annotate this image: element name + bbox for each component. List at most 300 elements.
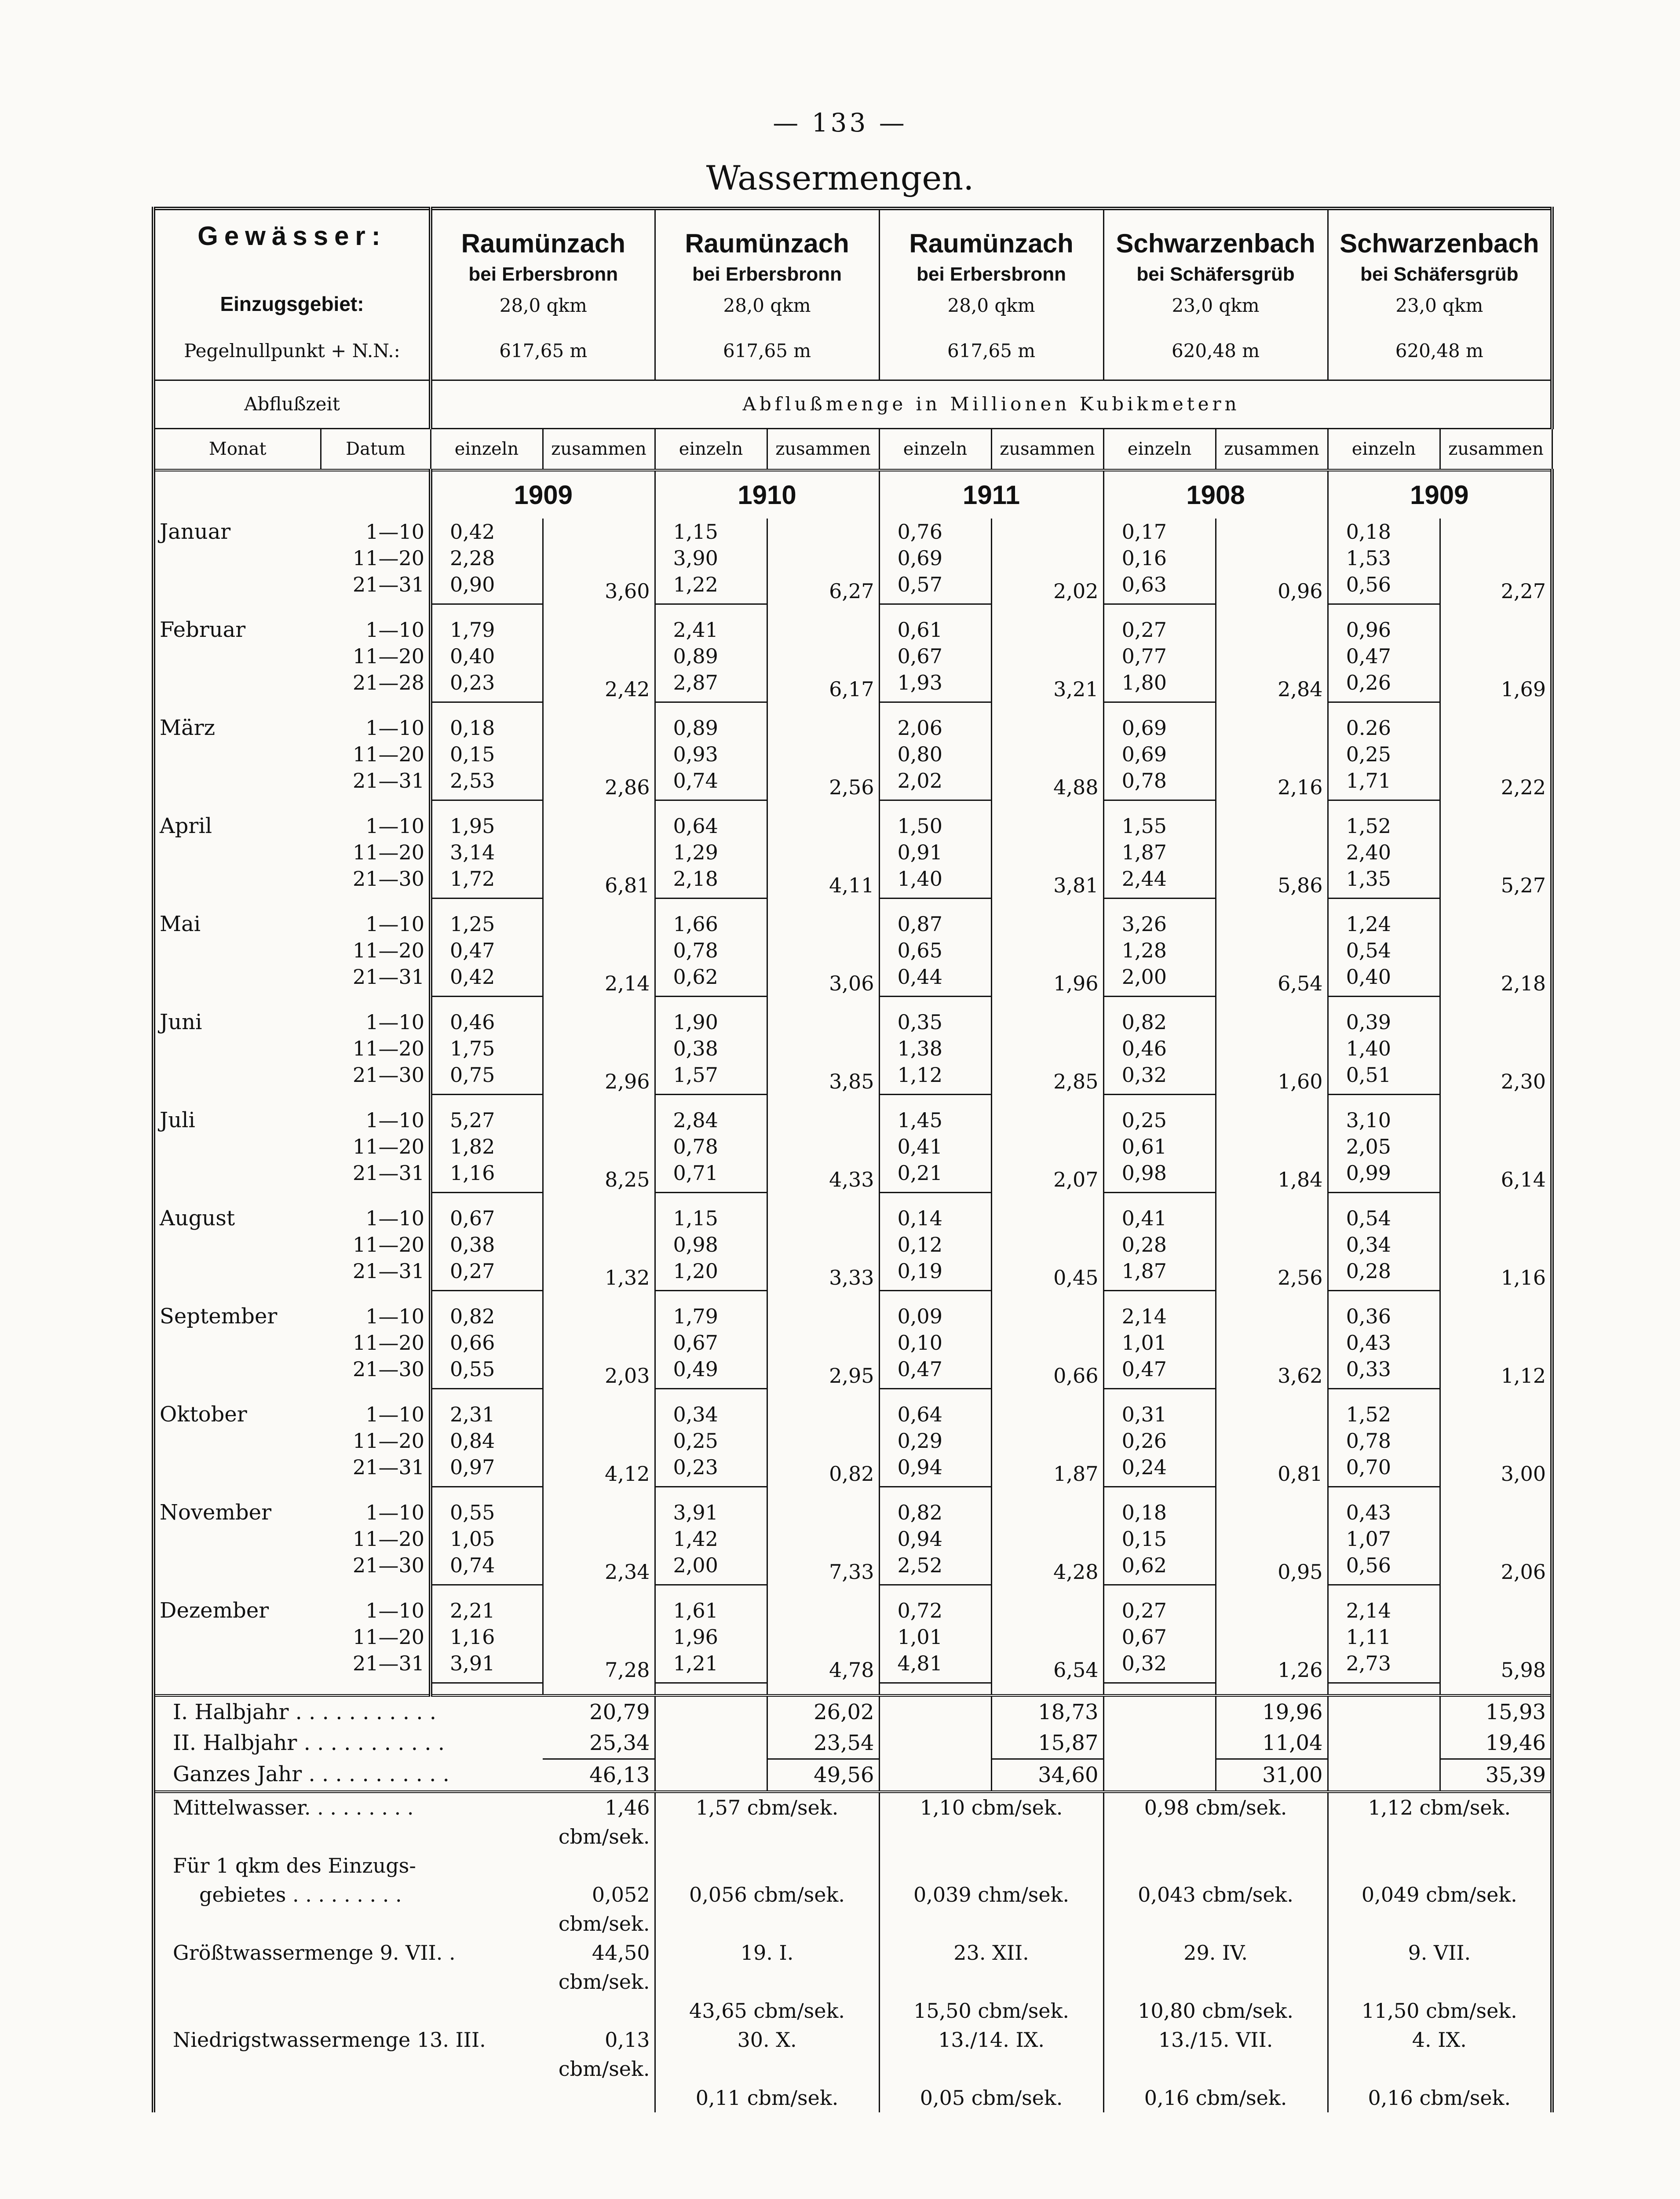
table-row	[153, 1597, 1552, 1624]
value-zusammen	[1216, 1330, 1328, 1356]
date-range: 11—20	[321, 1526, 431, 1552]
value-einzeln: 1,16	[431, 1160, 543, 1193]
spacer	[767, 997, 879, 1009]
month-name	[153, 669, 321, 702]
value-einzeln: 1,16	[431, 1624, 543, 1650]
value-einzeln: 0,19	[879, 1258, 991, 1291]
value-zusammen: 6,81	[543, 866, 655, 899]
value-zusammen	[543, 741, 655, 767]
value-einzeln: 1,71	[1328, 767, 1440, 800]
value-einzeln: 0,26	[1328, 669, 1440, 702]
value-einzeln: 1,50	[879, 813, 991, 839]
date-range: 1—10	[321, 1205, 431, 1231]
value-einzeln: 1,29	[655, 839, 767, 866]
table-body	[153, 208, 1552, 2112]
value-einzeln: 0,24	[1103, 1454, 1216, 1487]
value-zusammen	[1440, 1133, 1552, 1160]
value-zusammen: 1,16	[1440, 1258, 1552, 1291]
value-einzeln: 0,14	[879, 1205, 991, 1231]
table-row	[153, 1624, 1552, 1650]
value-einzeln: 2,00	[1103, 964, 1216, 997]
spacer	[991, 1193, 1103, 1205]
value-zusammen	[543, 715, 655, 741]
value-einzeln: 2,21	[431, 1597, 543, 1624]
month-name: Juli	[153, 1107, 321, 1133]
value-zusammen: 5,86	[1216, 866, 1328, 899]
spacer	[1216, 1193, 1328, 1205]
spacer	[1440, 1585, 1552, 1597]
value-zusammen	[991, 1428, 1103, 1454]
footer-value-first: 44,50 cbm/sek.	[543, 1938, 655, 1996]
value-zusammen	[767, 1499, 879, 1526]
value-einzeln: 0,27	[431, 1258, 543, 1291]
spacer	[431, 1487, 543, 1499]
spacer	[1216, 1683, 1328, 1695]
value-einzeln: 0,23	[655, 1454, 767, 1487]
spacer	[431, 1193, 543, 1205]
einzeln-label: einzeln	[1328, 428, 1440, 470]
value-einzeln: 1,72	[431, 866, 543, 899]
totals-blank	[655, 1759, 767, 1792]
spacer	[991, 1389, 1103, 1401]
footer-value: 1,10 cbm/sek.	[879, 1792, 1103, 1851]
spacer	[321, 899, 431, 911]
month-name	[153, 1624, 321, 1650]
page-number: — 133 —	[773, 108, 907, 138]
station-year: 1910	[655, 470, 879, 519]
value-zusammen	[991, 1526, 1103, 1552]
value-einzeln: 0,32	[1103, 1650, 1216, 1683]
footer-label	[153, 2083, 543, 2112]
spacer	[767, 604, 879, 617]
spacer	[543, 1585, 655, 1597]
value-zusammen: 3,33	[767, 1258, 879, 1291]
spacer	[321, 1095, 431, 1107]
value-einzeln: 0,65	[879, 937, 991, 964]
spacer	[1440, 997, 1552, 1009]
value-zusammen	[1440, 1035, 1552, 1062]
value-zusammen	[1216, 1133, 1328, 1160]
value-einzeln: 0,42	[431, 964, 543, 997]
value-zusammen: 4,88	[991, 767, 1103, 800]
value-einzeln: 0,44	[879, 964, 991, 997]
value-zusammen: 3,06	[767, 964, 879, 997]
spacer	[1216, 1291, 1328, 1303]
value-einzeln: 0,70	[1328, 1454, 1440, 1487]
value-einzeln: 0,61	[1103, 1133, 1216, 1160]
spacer	[767, 1291, 879, 1303]
month-spacer	[153, 1193, 1552, 1205]
spacer	[1440, 1291, 1552, 1303]
spacer	[655, 1193, 767, 1205]
abflusszeit-label: Abflußzeit	[153, 380, 431, 428]
date-range: 21—31	[321, 571, 431, 604]
value-einzeln: 0,25	[655, 1428, 767, 1454]
totals-value: 15,93	[1440, 1695, 1552, 1728]
value-einzeln: 0,26	[1103, 1428, 1216, 1454]
value-zusammen	[1216, 1205, 1328, 1231]
value-zusammen	[767, 813, 879, 839]
footer-value: 19. I.	[655, 1938, 879, 1996]
header-abfluss-row	[153, 380, 1552, 428]
value-zusammen	[1440, 741, 1552, 767]
value-einzeln: 1,25	[431, 911, 543, 937]
value-zusammen: 2,18	[1440, 964, 1552, 997]
value-einzeln: 1,15	[655, 519, 767, 545]
value-einzeln: 2,84	[655, 1107, 767, 1133]
value-einzeln: 0,49	[655, 1356, 767, 1389]
value-zusammen	[543, 1597, 655, 1624]
value-einzeln: 0,47	[431, 937, 543, 964]
spacer	[1216, 1487, 1328, 1499]
totals-blank	[1103, 1695, 1216, 1728]
spacer	[991, 1683, 1103, 1695]
spacer	[153, 1291, 321, 1303]
value-zusammen: 4,28	[991, 1552, 1103, 1585]
value-zusammen: 6,54	[1216, 964, 1328, 997]
value-einzeln: 0,35	[879, 1009, 991, 1035]
value-einzeln: 1,87	[1103, 1258, 1216, 1291]
value-zusammen: 2,03	[543, 1356, 655, 1389]
value-zusammen	[767, 617, 879, 643]
value-zusammen	[1440, 937, 1552, 964]
value-zusammen	[991, 1499, 1103, 1526]
value-zusammen: 3,00	[1440, 1454, 1552, 1487]
value-einzeln: 0,43	[1328, 1499, 1440, 1526]
abflussmenge-label: Abflußmenge in Millionen Kubikmetern	[431, 380, 1552, 428]
value-einzeln: 0,25	[1328, 741, 1440, 767]
value-zusammen: 5,98	[1440, 1650, 1552, 1683]
spacer	[1328, 1291, 1440, 1303]
spacer	[1103, 1193, 1216, 1205]
value-zusammen	[543, 1624, 655, 1650]
station-area: 28,0 qkm	[655, 292, 879, 323]
spacer	[1440, 800, 1552, 813]
value-einzeln: 2,41	[655, 617, 767, 643]
month-name	[153, 643, 321, 669]
date-range: 1—10	[321, 1499, 431, 1526]
station-area: 28,0 qkm	[879, 292, 1103, 323]
value-zusammen: 0,95	[1216, 1552, 1328, 1585]
spacer	[1216, 1585, 1328, 1597]
value-zusammen: 1,96	[991, 964, 1103, 997]
value-zusammen	[991, 911, 1103, 937]
value-einzeln: 2,06	[879, 715, 991, 741]
value-zusammen	[1216, 1499, 1328, 1526]
month-name: Januar	[153, 519, 321, 545]
value-zusammen	[767, 1330, 879, 1356]
value-einzeln: 1,66	[655, 911, 767, 937]
month-name: November	[153, 1499, 321, 1526]
value-zusammen	[1216, 937, 1328, 964]
month-name	[153, 1133, 321, 1160]
totals-value: 11,04	[1216, 1728, 1328, 1759]
value-einzeln: 0,23	[431, 669, 543, 702]
value-einzeln: 0,74	[655, 767, 767, 800]
value-zusammen: 7,28	[543, 1650, 655, 1683]
month-name	[153, 1650, 321, 1683]
value-zusammen: 1,69	[1440, 669, 1552, 702]
value-einzeln: 0,82	[431, 1303, 543, 1330]
value-einzeln: 0,98	[1103, 1160, 1216, 1193]
value-zusammen: 3,21	[991, 669, 1103, 702]
spacer	[543, 997, 655, 1009]
month-name	[153, 1062, 321, 1095]
spacer	[1103, 1487, 1216, 1499]
value-einzeln: 1,11	[1328, 1624, 1440, 1650]
value-einzeln: 5,27	[431, 1107, 543, 1133]
month-name	[153, 1035, 321, 1062]
value-zusammen	[543, 1231, 655, 1258]
date-range: 1—10	[321, 911, 431, 937]
value-einzeln: 0,18	[1103, 1499, 1216, 1526]
spacer	[431, 1291, 543, 1303]
value-einzeln: 1,79	[655, 1303, 767, 1330]
month-spacer	[153, 800, 1552, 813]
value-einzeln: 0,39	[1328, 1009, 1440, 1035]
value-zusammen	[543, 1401, 655, 1428]
value-zusammen	[767, 1526, 879, 1552]
value-zusammen: 2,02	[991, 571, 1103, 604]
totals-label: I. Halbjahr . . . . . . . . . . .	[153, 1695, 543, 1728]
value-einzeln: 1,15	[655, 1205, 767, 1231]
table-row	[153, 1205, 1552, 1231]
pegel-label: Pegelnullpunkt + N.N.:	[153, 323, 431, 380]
footer-value: 0,049 cbm/sek.	[1328, 1880, 1552, 1938]
footer-row	[153, 2083, 1552, 2112]
station-river: Raumünzach	[655, 208, 879, 261]
footer-row	[153, 2025, 1552, 2083]
value-zusammen	[767, 839, 879, 866]
spacer	[153, 997, 321, 1009]
footer-row	[153, 1880, 1552, 1938]
value-einzeln: 0,64	[655, 813, 767, 839]
value-einzeln: 1,45	[879, 1107, 991, 1133]
value-zusammen	[991, 741, 1103, 767]
value-einzeln: 0,67	[1103, 1624, 1216, 1650]
spacer	[543, 604, 655, 617]
value-einzeln: 2,53	[431, 767, 543, 800]
value-zusammen	[543, 1526, 655, 1552]
value-zusammen	[767, 1428, 879, 1454]
value-zusammen	[1216, 1428, 1328, 1454]
date-range: 21—30	[321, 866, 431, 899]
value-zusammen: 6,17	[767, 669, 879, 702]
value-einzeln: 1,21	[655, 1650, 767, 1683]
spacer	[1440, 1487, 1552, 1499]
table-row	[153, 1062, 1552, 1095]
month-name	[153, 1428, 321, 1454]
spacer	[1103, 604, 1216, 617]
value-zusammen: 3,85	[767, 1062, 879, 1095]
month-name	[153, 866, 321, 899]
totals-label: Ganzes Jahr . . . . . . . . . . .	[153, 1759, 543, 1792]
value-zusammen: 6,27	[767, 571, 879, 604]
station-location: bei Erbersbronn	[655, 261, 879, 292]
month-spacer	[153, 997, 1552, 1009]
spacer	[1103, 702, 1216, 715]
spacer	[767, 899, 879, 911]
value-zusammen: 3,60	[543, 571, 655, 604]
table-row	[153, 1258, 1552, 1291]
header-river-row	[153, 208, 1552, 261]
spacer	[991, 702, 1103, 715]
date-range: 1—10	[321, 1009, 431, 1035]
value-einzeln: 0,36	[1328, 1303, 1440, 1330]
value-zusammen	[991, 1035, 1103, 1062]
spacer	[991, 604, 1103, 617]
water-quantities-table	[152, 207, 1554, 2112]
spacer	[879, 1585, 991, 1597]
station-year: 1909	[431, 470, 655, 519]
date-range: 11—20	[321, 545, 431, 571]
footer-value-first	[543, 1996, 655, 2025]
footer-label: gebietes . . . . . . . . .	[153, 1880, 543, 1938]
spacer	[431, 1095, 543, 1107]
month-name: Mai	[153, 911, 321, 937]
spacer	[431, 1389, 543, 1401]
footer-value-first: 0,052 cbm/sek.	[543, 1880, 655, 1938]
value-zusammen	[543, 1009, 655, 1035]
table-row	[153, 1401, 1552, 1428]
value-einzeln: 0,12	[879, 1231, 991, 1258]
month-name	[153, 1526, 321, 1552]
spacer	[767, 1095, 879, 1107]
value-einzeln: 0.26	[1328, 715, 1440, 741]
value-zusammen	[1216, 1107, 1328, 1133]
table-row	[153, 1428, 1552, 1454]
page-heading: Wassermengen.	[706, 158, 974, 197]
value-einzeln: 2,14	[1328, 1597, 1440, 1624]
date-range: 1—10	[321, 1303, 431, 1330]
value-einzeln: 0,41	[879, 1133, 991, 1160]
spacer	[655, 1095, 767, 1107]
spacer	[1103, 1095, 1216, 1107]
date-range: 21—30	[321, 1552, 431, 1585]
spacer	[543, 1291, 655, 1303]
spacer	[431, 702, 543, 715]
value-einzeln: 3,91	[655, 1499, 767, 1526]
value-zusammen	[767, 1401, 879, 1428]
month-spacer	[153, 1487, 1552, 1499]
spacer	[153, 1389, 321, 1401]
spacer	[879, 1095, 991, 1107]
footer-label	[153, 1996, 543, 2025]
value-zusammen	[1216, 1035, 1328, 1062]
value-einzeln: 0,18	[431, 715, 543, 741]
footer-value: 13./15. VII.	[1103, 2025, 1328, 2083]
table-row	[153, 571, 1552, 604]
spacer	[153, 1585, 321, 1597]
value-zusammen	[991, 545, 1103, 571]
month-name	[153, 741, 321, 767]
spacer	[1328, 1683, 1440, 1695]
value-zusammen	[543, 1107, 655, 1133]
value-zusammen: 2,30	[1440, 1062, 1552, 1095]
totals-value: 49,56	[767, 1759, 879, 1792]
spacer	[321, 1389, 431, 1401]
spacer	[767, 1585, 879, 1597]
station-area: 28,0 qkm	[431, 292, 655, 323]
value-zusammen	[1216, 715, 1328, 741]
station-location: bei Erbersbronn	[431, 261, 655, 292]
footer-value	[655, 1851, 879, 1880]
value-zusammen: 3,62	[1216, 1356, 1328, 1389]
value-einzeln: 1,61	[655, 1597, 767, 1624]
date-range: 1—10	[321, 519, 431, 545]
value-einzeln: 0,78	[655, 1133, 767, 1160]
footer-value	[879, 1851, 1103, 1880]
spacer	[1328, 702, 1440, 715]
value-einzeln: 2,31	[431, 1401, 543, 1428]
table-row	[153, 519, 1552, 545]
spacer	[431, 899, 543, 911]
month-name: September	[153, 1303, 321, 1330]
value-einzeln: 0,87	[879, 911, 991, 937]
month-spacer	[153, 899, 1552, 911]
spacer	[431, 1585, 543, 1597]
value-einzeln: 0,57	[879, 571, 991, 604]
totals-blank	[655, 1728, 767, 1759]
value-zusammen	[1440, 1428, 1552, 1454]
value-zusammen: 2,07	[991, 1160, 1103, 1193]
month-name	[153, 1258, 321, 1291]
value-zusammen	[991, 1205, 1103, 1231]
value-einzeln: 1,90	[655, 1009, 767, 1035]
spacer	[1103, 899, 1216, 911]
spacer	[1328, 1585, 1440, 1597]
spacer	[321, 1193, 431, 1205]
value-zusammen	[1216, 643, 1328, 669]
station-year: 1911	[879, 470, 1103, 519]
value-einzeln: 0,09	[879, 1303, 991, 1330]
value-zusammen	[991, 1330, 1103, 1356]
value-zusammen	[991, 813, 1103, 839]
date-range: 1—10	[321, 1597, 431, 1624]
value-zusammen: 8,25	[543, 1160, 655, 1193]
footer-value: 10,80 cbm/sek.	[1103, 1996, 1328, 2025]
station-area: 23,0 qkm	[1103, 292, 1328, 323]
einzugsgebiet-label: Einzugsgebiet:	[153, 292, 431, 323]
footer-value: 4. IX.	[1328, 2025, 1552, 2083]
spacer	[1103, 1291, 1216, 1303]
month-name	[153, 1231, 321, 1258]
spacer	[655, 1389, 767, 1401]
value-zusammen	[1440, 1597, 1552, 1624]
totals-row	[153, 1695, 1552, 1728]
spacer	[879, 1291, 991, 1303]
value-einzeln: 0,40	[431, 643, 543, 669]
value-einzeln: 0,10	[879, 1330, 991, 1356]
value-zusammen	[1440, 643, 1552, 669]
value-zusammen	[767, 911, 879, 937]
footer-value-first: 1,46 cbm/sek.	[543, 1792, 655, 1851]
spacer	[879, 1683, 991, 1695]
spacer	[543, 1683, 655, 1695]
spacer	[543, 1193, 655, 1205]
value-einzeln: 0,82	[1103, 1009, 1216, 1035]
table-row	[153, 1035, 1552, 1062]
value-einzeln: 0,90	[431, 571, 543, 604]
month-name	[153, 1356, 321, 1389]
spacer	[767, 1389, 879, 1401]
value-einzeln: 0,91	[879, 839, 991, 866]
spacer	[767, 702, 879, 715]
spacer	[655, 604, 767, 617]
month-name	[153, 767, 321, 800]
value-einzeln: 1,05	[431, 1526, 543, 1552]
month-name	[153, 545, 321, 571]
